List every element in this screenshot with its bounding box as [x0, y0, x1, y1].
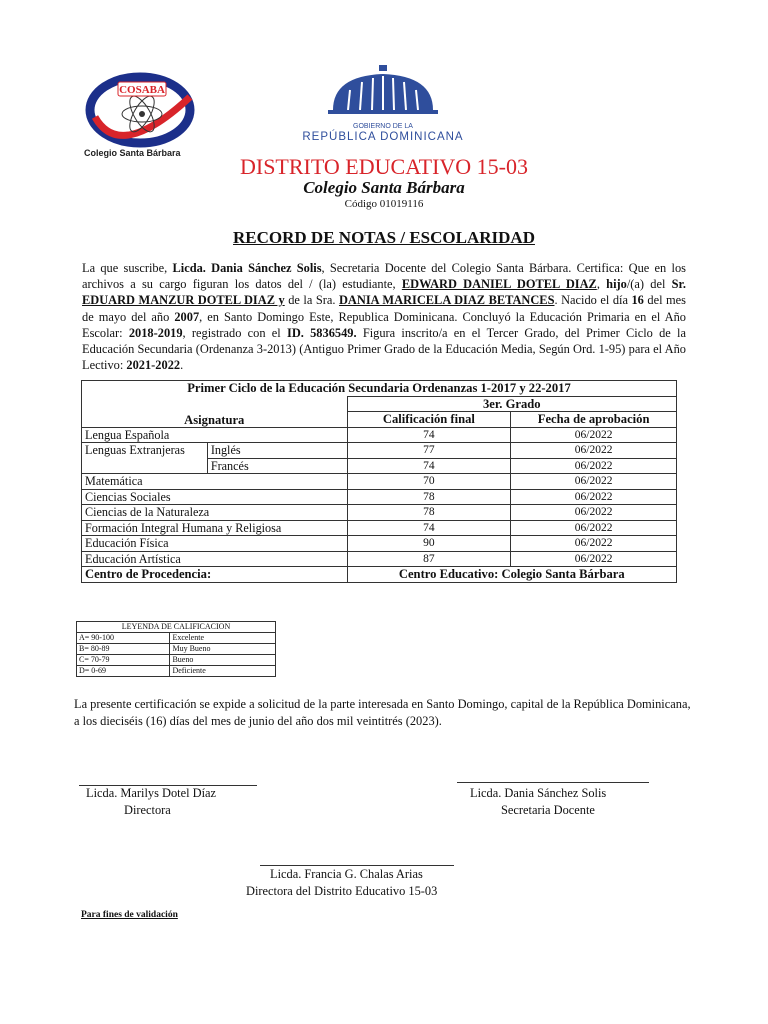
signer-name: Licda. Dania Sánchez Solis	[172, 261, 322, 275]
district-director-role: Directora del Distrito Educativo 15-03	[246, 884, 438, 898]
origin-value: Centro Educativo: Colegio Santa Bárbara	[347, 567, 676, 583]
table-row: Educación Física 90 06/2022	[82, 536, 677, 552]
origin-label: Centro de Procedencia:	[82, 567, 348, 583]
table-row: Lenguas Extranjeras Inglés 77 06/2022	[82, 443, 677, 459]
student-id: ID. 5836549.	[287, 325, 357, 340]
subject-header: Asignatura	[82, 396, 348, 427]
legend-row: C= 70-79 Bueno	[77, 655, 276, 666]
table-row: Lengua Española 74 06/2022	[82, 427, 677, 443]
school-name: Colegio Santa Bárbara	[303, 178, 465, 197]
table-row: Formación Integral Humana y Religiosa 74 06/2022	[82, 520, 677, 536]
director-name: Licda. Marilys Dotel Díaz	[86, 786, 217, 800]
validation-note: Para fines de validación	[81, 910, 178, 920]
approval-date-header: Fecha de aprobación	[511, 412, 677, 428]
government-logo	[268, 62, 498, 144]
closing-paragraph: La presente certificación se expide a solicitud de la parte interesada en Santo Domingo, capital de la República Dominicana, a los dieciséis (16) días del mes de junio del año dos mil veintitrés (2023).	[74, 697, 691, 728]
gov-line2: REPÚBLICA DOMINICANA	[302, 131, 464, 143]
district-director-name: Licda. Francia G. Chalas Arias	[270, 867, 423, 881]
grades-table	[81, 380, 677, 583]
gov-line1: GOBIERNO DE LA	[353, 123, 413, 130]
school-code: Código 01019116	[344, 198, 424, 210]
origin-row	[82, 567, 677, 583]
legend-row: D= 0-69 Deficiente	[77, 666, 276, 677]
cosaba-caption: Colegio Santa Bárbara	[84, 148, 181, 158]
table-row: Francés 74 06/2022	[82, 458, 677, 474]
student-name: EDWARD DANIEL DOTEL DIAZ	[401, 277, 597, 292]
secretary-signature-line	[457, 782, 649, 783]
director-role: Directora	[124, 803, 171, 817]
grade-level: 3er. Grado	[347, 396, 676, 412]
table-row: Ciencias Sociales 78 06/2022	[82, 489, 677, 505]
mother-name: DANIA MARICELA DIAZ BETANCES	[338, 293, 555, 308]
legend-row: A= 90-100 Excelente	[77, 633, 276, 644]
grading-legend	[76, 621, 276, 677]
document-title: RECORD DE NOTAS / ESCOLARIDAD	[233, 228, 535, 247]
cycle-title: Primer Ciclo de la Educación Secundaria Ordenanzas 1-2017 y 22-2017	[82, 381, 677, 397]
certification-paragraph: La que suscribe, Licda. Dania Sánchez Solis, Secretaria Docente del Colegio Santa Bárbara. Certifica: Que en los archivos a su cargo figuran los datos del / (la) estudiante, EDWARD DANIEL DOTEL DIAZ, hijo/(a) del Sr. EDUARD MANZUR DOTEL DIAZ y de la Sra. DANIA MARICELA DIAZ BETANCES. Nacido el día 16 del mes de mayo del año 2007, en Santo Domingo Este, Republica Dominicana. Concluyó la Educación Primaria en el Año Escolar: 2018-2019, registrado con el ID. 5836549. Figura inscrito/a en el Tercer Grado, del Primer Ciclo de la Educación Secundaria (Ordenanza 3-2013) (Antiguo Primer Grado de la Educación Media, Según Ord. 1-95) para el Año Lectivo: 2021-2022.	[82, 261, 686, 373]
cosaba-logo	[80, 72, 205, 162]
table-row: Ciencias de la Naturaleza 78 06/2022	[82, 505, 677, 521]
final-grade-header: Calificación final	[347, 412, 511, 428]
legend-row: B= 80-89 Muy Bueno	[77, 644, 276, 655]
father-name: EDUARD MANZUR DOTEL DIAZ y	[82, 293, 285, 308]
district-signature-line	[260, 865, 454, 866]
secretary-role: Secretaria Docente	[501, 803, 595, 817]
table-row: Matemática 70 06/2022	[82, 474, 677, 490]
secretary-name: Licda. Dania Sánchez Solis	[470, 786, 607, 800]
legend-title: LEYENDA DE CALIFICACION	[77, 622, 276, 633]
district-title: DISTRITO EDUCATIVO 15-03	[239, 154, 529, 179]
table-row: Educación Artística 87 06/2022	[82, 551, 677, 567]
cosaba-text: COSABA	[119, 84, 165, 96]
